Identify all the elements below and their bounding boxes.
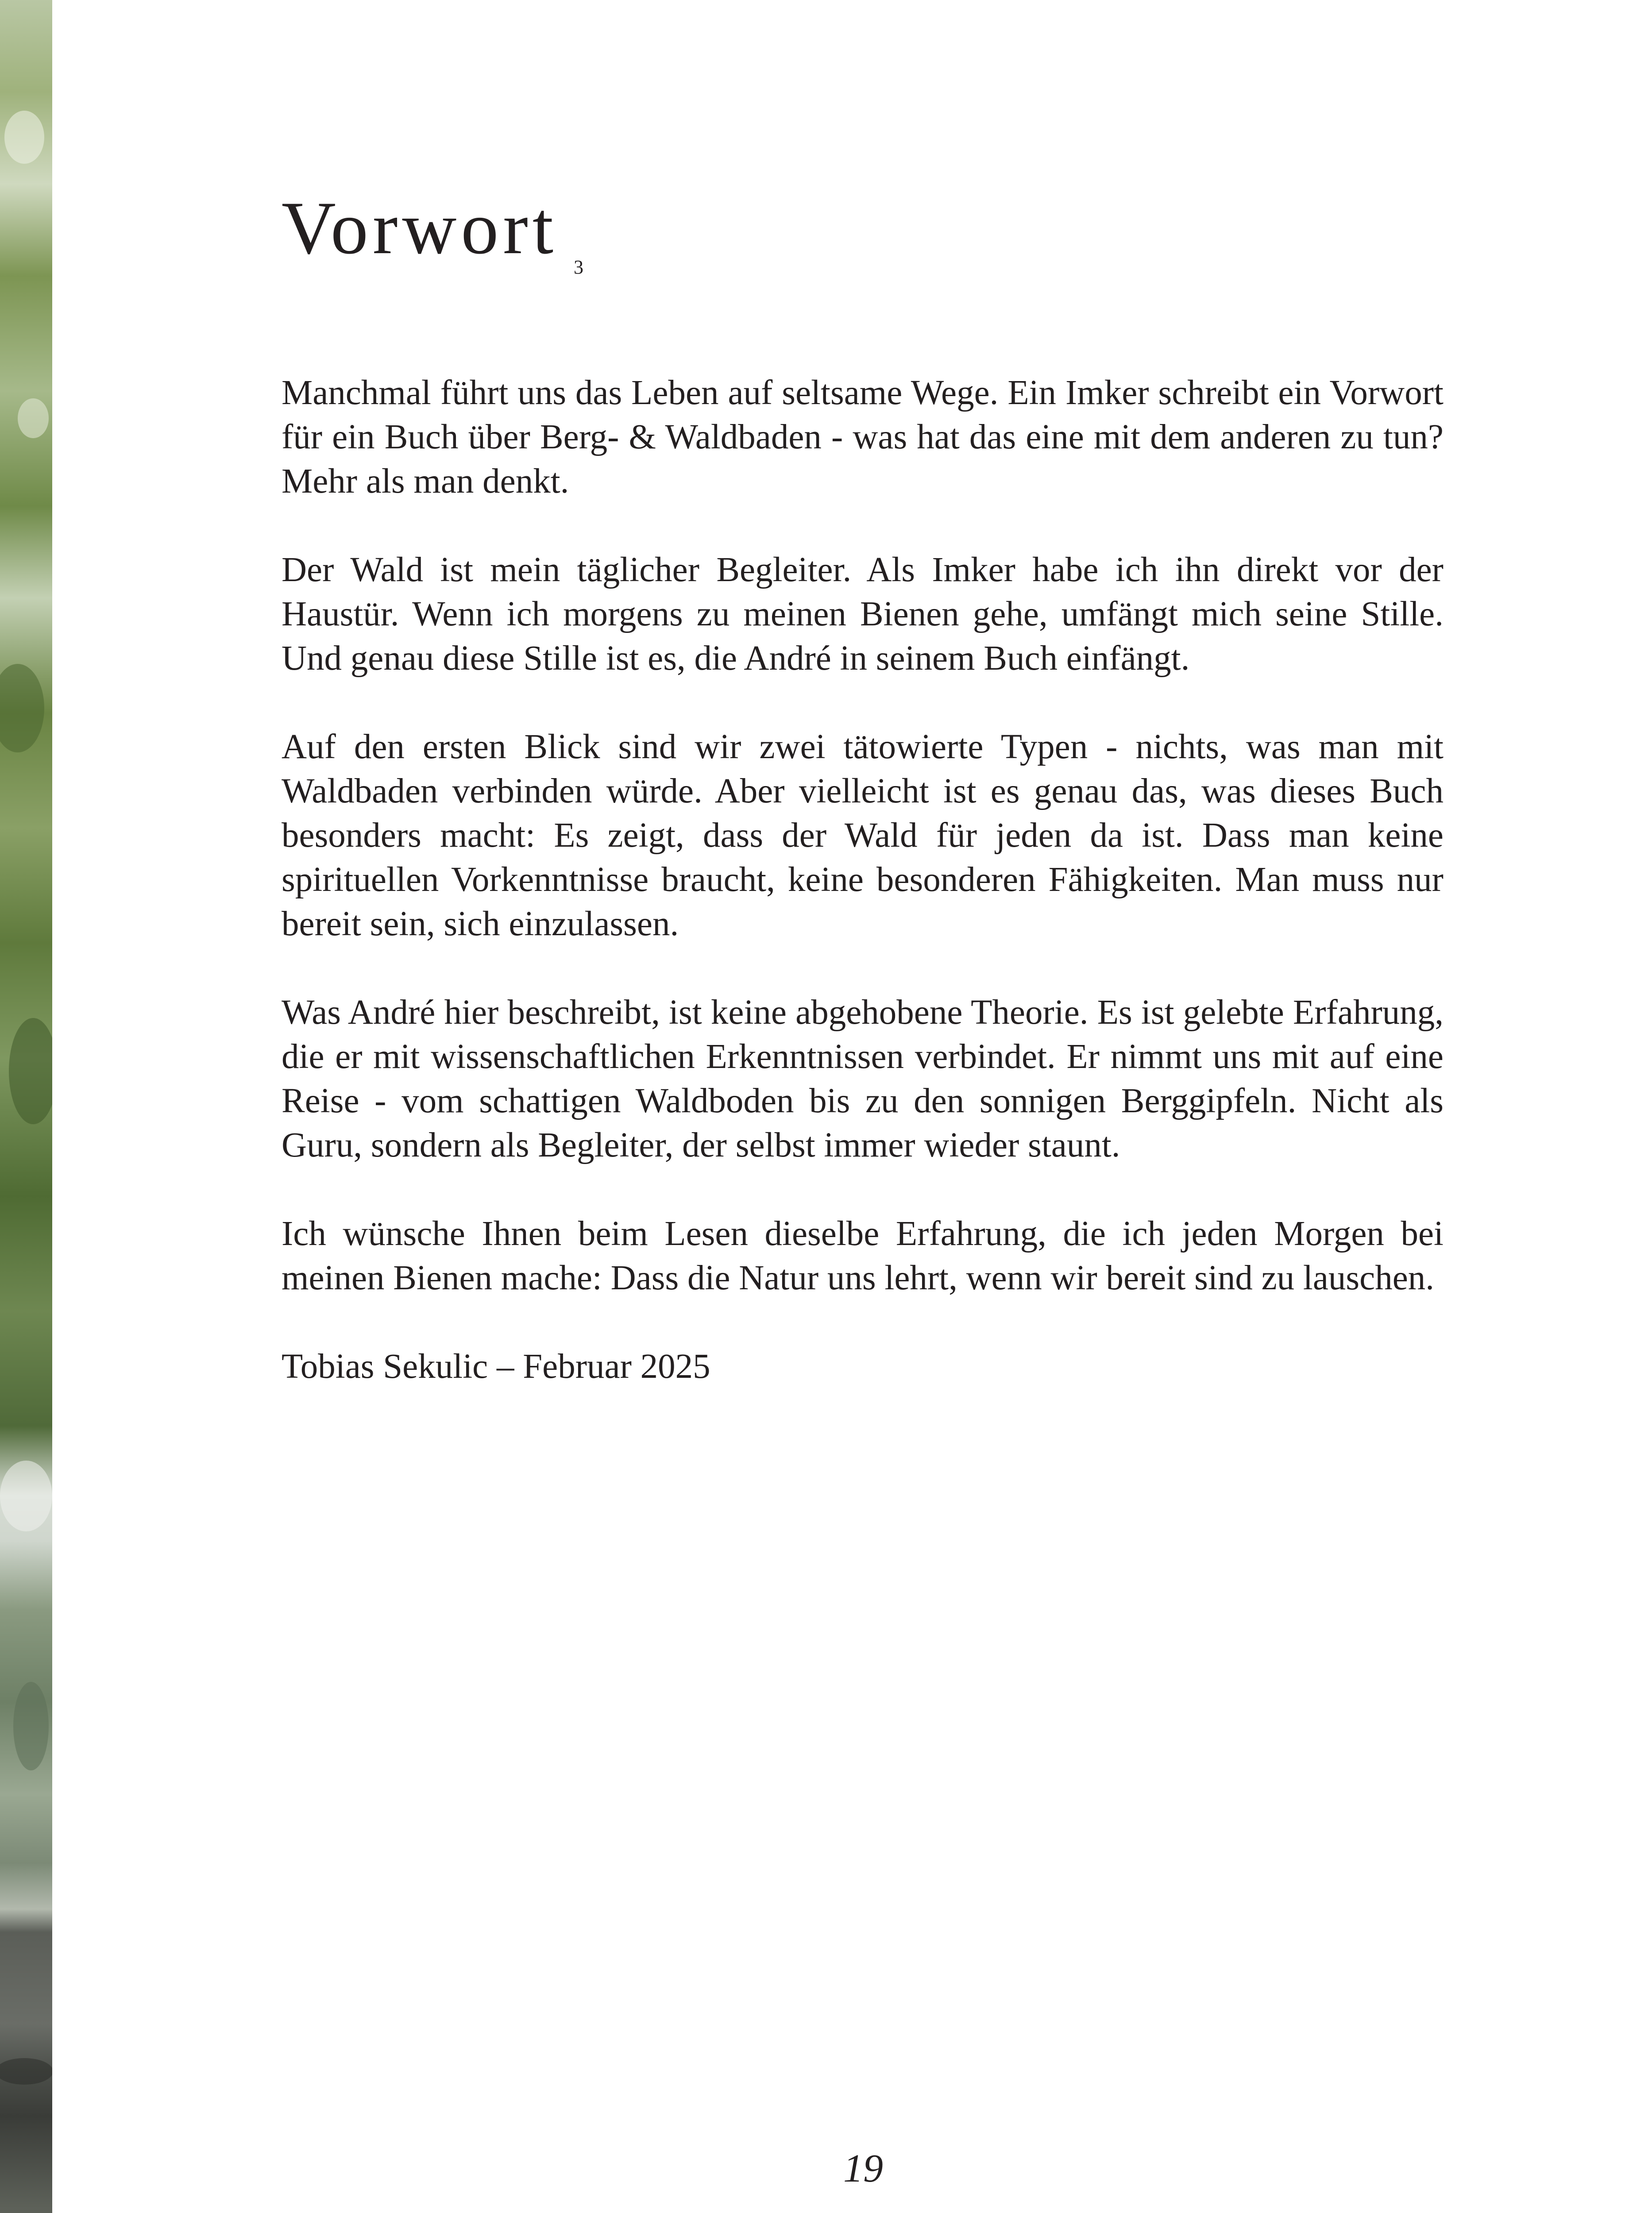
body-text (282, 371, 1444, 1389)
paragraph: Der Wald ist mein täglicher Begleiter. Als Imker habe ich ihn direkt vor der Haustür. Wenn ich morgens zu meinen Bienen gehe, umfängt mich seine Stille. Und genau diese Stille ist es, die André in seinem Buch einfängt. (282, 551, 1444, 678)
paragraph: Ich wünsche Ihnen beim Lesen dieselbe Erfahrung, die ich jeden Morgen bei meinen Bienen mache: Dass die Natur uns lehrt, wenn wir bereit sind zu lauschen. (282, 1214, 1444, 1297)
page-number: 19 (843, 2147, 883, 2190)
photo-foliage-highlight (4, 111, 44, 164)
photo-foliage-shadow (13, 1682, 49, 1770)
page-title: Vorwort (282, 186, 558, 270)
photo-foliage-shadow (0, 664, 44, 752)
paragraph: Auf den ersten Blick sind wir zwei tätowierte Typen - nichts, was man mit Waldbaden verbinden würde. Aber vielleicht ist es genau das, was dieses Buch besonders macht: Es zeigt, dass der Wald für jeden da ist. Dass man keine spirituellen Vorkenntnisse braucht, keine besonderen Fähigkeiten. Man muss nur bereit sein, sich einzulassen. (282, 728, 1444, 943)
paragraph: Was André hier beschreibt, ist keine abgehobene Theorie. Es ist gelebte Erfahrung, die er mit wissenschaftlichen Erkenntnissen verbindet. Er nimmt uns mit auf eine Reise - vom schattigen Waldboden bis zu den sonnigen Berggipfeln. Nicht als Guru, sondern als Begleiter, der selbst immer wieder staunt. (282, 993, 1444, 1164)
photo-bench-shadow (0, 2058, 52, 2085)
footnote-marker: 3 (574, 256, 583, 278)
photo-foliage-highlight (18, 398, 49, 438)
photo-foliage-highlight (0, 1461, 52, 1531)
signature: Tobias Sekulic – Februar 2025 (282, 1347, 710, 1386)
paragraph: Manchmal führt uns das Leben auf seltsame Wege. Ein Imker schreibt ein Vorwort für ein Buch über Berg- & Waldbaden - was hat das eine mit dem anderen zu tun? Mehr als man denkt. (282, 374, 1444, 501)
edge-photo-strip (0, 0, 52, 2213)
photo-foliage-shadow (9, 1018, 52, 1124)
